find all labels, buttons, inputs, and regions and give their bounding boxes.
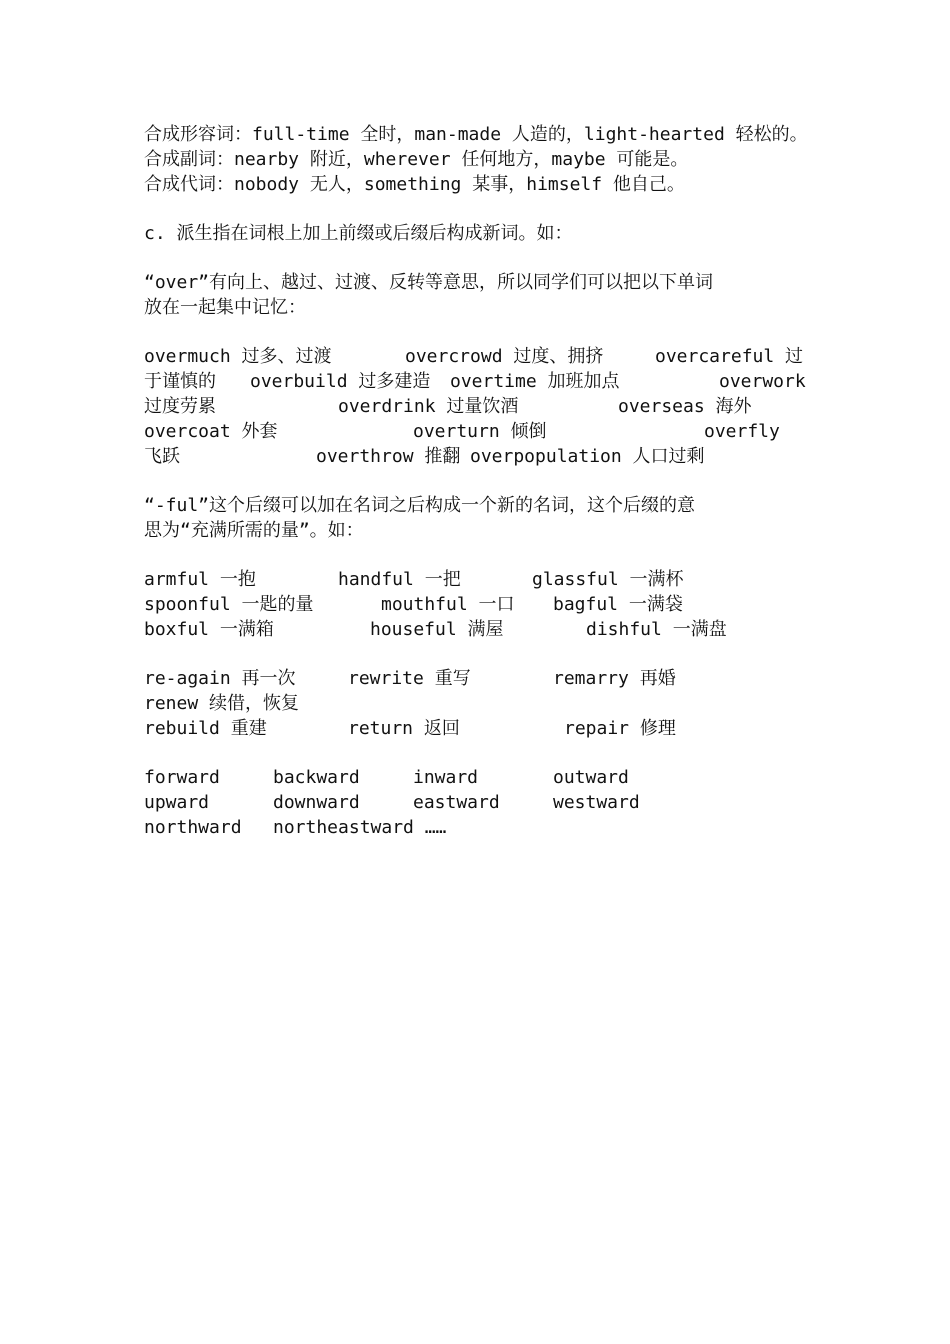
word-entry: downward — [273, 792, 360, 813]
over-words-row-5 — [144, 444, 814, 469]
word-entry: remarry 再婚 — [553, 668, 676, 689]
word-entry: westward — [553, 792, 640, 813]
re-words-row-2 — [144, 691, 814, 716]
word-entry: overwork — [719, 371, 806, 392]
ful-intro-line-1: “-ful”这个后缀可以加在名词之后构成一个新的名词，这个后缀的意 — [144, 495, 696, 516]
over-words-row-4 — [144, 419, 814, 444]
word-entry: overtime 加班加点 — [450, 371, 620, 392]
over-words-row-3 — [144, 394, 814, 419]
ful-words-row-3 — [144, 617, 814, 642]
word-entry: outward — [553, 767, 629, 788]
word-entry: handful 一把 — [338, 569, 461, 590]
ward-words-row-2 — [144, 790, 814, 815]
word-entry: 过度劳累 — [144, 396, 216, 417]
word-entry: bagful 一满袋 — [553, 594, 683, 615]
ward-words-row-3 — [144, 815, 814, 840]
word-entry: armful 一抱 — [144, 569, 256, 590]
compound-pronoun-line: 合成代词：nobody 无人，something 某事，himself 他自己。 — [144, 174, 685, 195]
word-entry: northward — [144, 817, 242, 838]
ful-intro-line-2: 思为“充满所需的量”。如： — [144, 520, 364, 541]
over-words-row-2 — [144, 369, 814, 394]
word-entry: overcareful 过 — [655, 346, 804, 367]
re-words-row-3 — [144, 716, 814, 741]
word-entry: inward — [413, 767, 479, 788]
word-entry: overbuild 过多建造 — [250, 371, 431, 392]
ful-words-row-2 — [144, 592, 814, 617]
word-entry: overcoat 外套 — [144, 421, 278, 442]
word-entry: renew 续借，恢复 — [144, 693, 300, 714]
word-entry: 飞跃 — [144, 446, 180, 467]
word-entry: return 返回 — [348, 718, 460, 739]
compound-adverb-line: 合成副词：nearby 附近，wherever 任何地方，maybe 可能是。 — [144, 149, 689, 170]
over-words-row-1 — [144, 344, 814, 369]
word-entry: overdrink 过量饮酒 — [338, 396, 519, 417]
ward-words-row-1 — [144, 765, 814, 790]
word-entry: overcrowd 过度、拥挤 — [405, 346, 604, 367]
word-entry: northeastward …… — [273, 817, 447, 838]
ful-words-row-1 — [144, 567, 814, 592]
word-entry: dishful 一满盘 — [586, 619, 727, 640]
word-entry: rewrite 重写 — [348, 668, 471, 689]
word-entry: rebuild 重建 — [144, 718, 267, 739]
word-entry: upward — [144, 792, 210, 813]
word-entry: overturn 倾倒 — [413, 421, 547, 442]
word-entry: forward — [144, 767, 220, 788]
over-intro-line-1: “over”有向上、越过、过渡、反转等意思，所以同学们可以把以下单词 — [144, 272, 714, 293]
document-body — [144, 122, 814, 840]
word-entry: backward — [273, 767, 360, 788]
word-entry: mouthful 一口 — [381, 594, 515, 615]
word-entry: overpopulation 人口过剩 — [470, 446, 705, 467]
word-entry: overseas 海外 — [618, 396, 752, 417]
word-entry: repair 修理 — [564, 718, 676, 739]
word-entry: spoonful 一匙的量 — [144, 594, 314, 615]
compound-adjective-line: 合成形容词：full-time 全时，man-made 人造的，light-hearted 轻松的。 — [144, 124, 808, 145]
re-words-row-1 — [144, 666, 814, 691]
word-entry: overmuch 过多、过渡 — [144, 346, 332, 367]
word-entry: eastward — [413, 792, 500, 813]
derivation-intro: c. 派生指在词根上加上前缀或后缀后构成新词。如： — [144, 223, 573, 244]
word-entry: re-again 再一次 — [144, 668, 296, 689]
word-entry: 于谨慎的 — [144, 371, 216, 392]
word-entry: houseful 满屋 — [370, 619, 504, 640]
word-entry: boxful 一满箱 — [144, 619, 274, 640]
word-entry: overthrow 推翻 — [316, 446, 461, 467]
word-entry: glassful 一满杯 — [532, 569, 684, 590]
word-entry: overfly — [704, 421, 780, 442]
over-intro-line-2: 放在一起集中记忆： — [144, 297, 306, 318]
